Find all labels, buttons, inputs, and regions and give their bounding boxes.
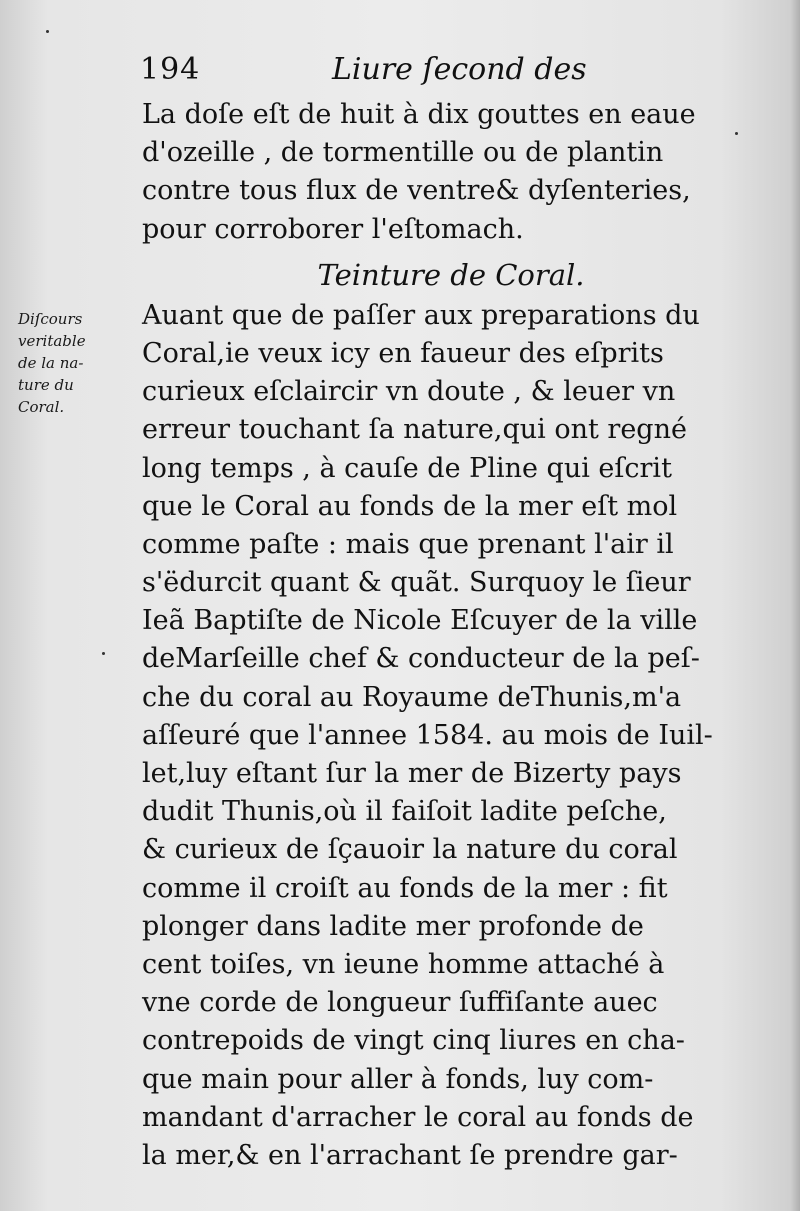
- margin-note-line: Diſcours: [18, 310, 83, 328]
- page-edge-shadow: [790, 0, 800, 1211]
- ink-speck: [735, 132, 738, 135]
- section-heading: Teinture de Coral.: [317, 257, 585, 292]
- text-line: contrepoids de vingt cinq liures en cha-: [142, 1025, 685, 1057]
- text-line: che du coral au Royaume deThunis,m'a: [142, 681, 682, 713]
- text-line: let,luy eſtant ſur la mer de Bizerty pays: [142, 758, 682, 789]
- margin-note-line: de la na-: [18, 354, 84, 372]
- text-line: comme il croiſt au fonds de la mer : fit: [142, 872, 668, 904]
- page-number: 194: [140, 52, 201, 87]
- page-header: [140, 48, 680, 92]
- body-text: [142, 96, 720, 1175]
- running-head: Liure ſecond des: [332, 52, 587, 87]
- margin-note: [18, 308, 128, 418]
- text-line: dudit Thunis,où il faiſoit ladite peſche,: [142, 796, 667, 828]
- text-line: plonger dans ladite mer profonde de: [142, 910, 644, 942]
- text-line: Ieã Baptiſte de Nicole Eſcuyer de la ville: [142, 605, 698, 637]
- text-line: long temps , à cauſe de Pline qui eſcrit: [142, 452, 672, 484]
- text-line: erreur touchant ſa nature,qui ont regné: [142, 414, 687, 446]
- text-line: contre tous flux de ventre& dyſenteries,: [142, 175, 691, 207]
- text-line: Auant que de paſſer aux preparations du: [142, 299, 700, 331]
- text-line: la mer,& en l'arrachant ſe prendre gar-: [142, 1139, 678, 1171]
- margin-note-line: veritable: [18, 332, 86, 350]
- text-line: d'ozeille , de tormentille ou de plantin: [142, 137, 664, 169]
- text-line: La doſe eſt de huit à dix gouttes en eaue: [142, 99, 696, 130]
- text-line: cent toiſes, vn ieune homme attaché à: [142, 948, 665, 980]
- ink-speck: [102, 652, 105, 655]
- text-line: comme paſte : mais que prenant l'air il: [142, 528, 674, 560]
- text-line: pour corroborer l'eſtomach.: [142, 213, 524, 245]
- text-line: curieux eſclaircir vn doute , & leuer vn: [142, 376, 676, 408]
- text-line: deMarſeille chef & conducteur de la peſ-: [142, 643, 700, 675]
- text-line: aſſeuré que l'annee 1584. au mois de Iuil-: [142, 719, 713, 751]
- margin-note-line: ture du: [18, 376, 74, 394]
- text-line: que main pour aller à fonds, luy com-: [142, 1063, 654, 1095]
- text-line: s'ëdurcit quant & quãt. Surquoy le ſieur: [142, 567, 691, 599]
- ink-speck: [46, 30, 49, 33]
- margin-note-line: Coral.: [18, 398, 65, 416]
- text-line: mandant d'arracher le coral au fonds de: [142, 1101, 694, 1133]
- text-line: vne corde de longueur ſuffiſante auec: [142, 987, 658, 1019]
- text-line: Coral,ie veux icy en faueur des eſprits: [142, 337, 664, 369]
- text-line: que le Coral au fonds de la mer eſt mol: [142, 490, 678, 522]
- text-line: & curieux de ſçauoir la nature du coral: [142, 834, 678, 866]
